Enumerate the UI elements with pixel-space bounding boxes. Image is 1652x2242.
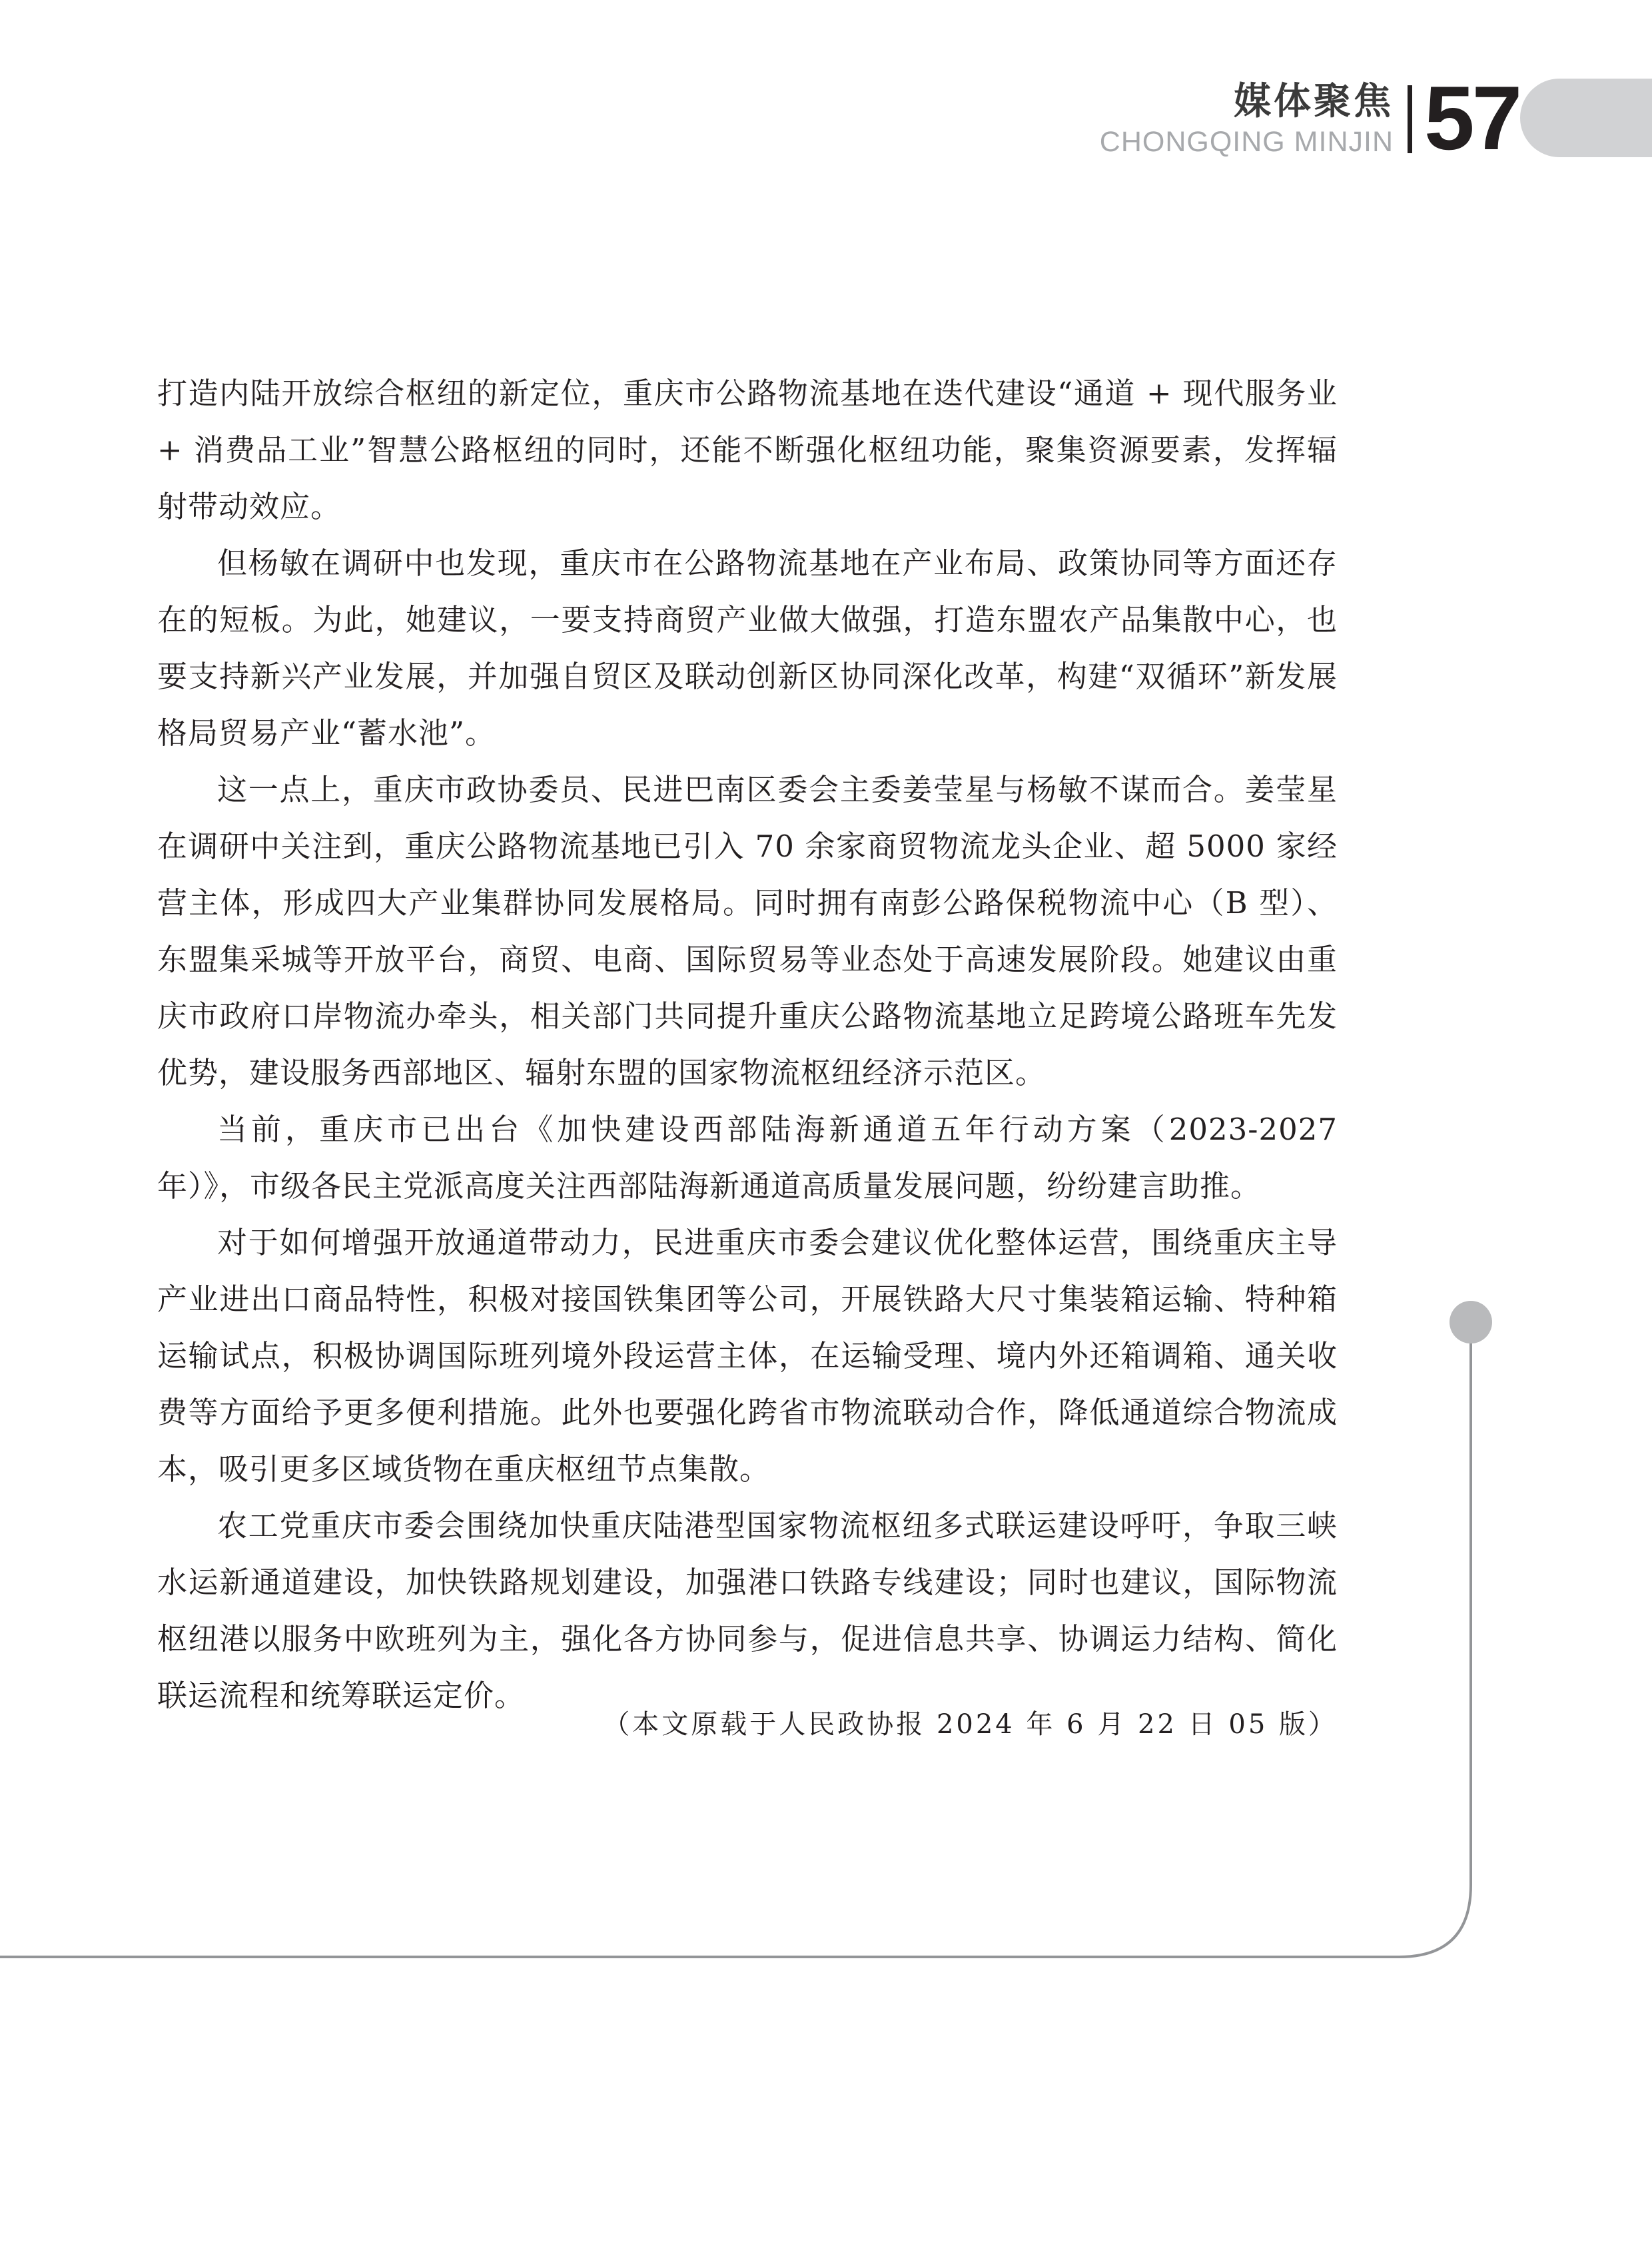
paragraph-3: 这一点上，重庆市政协委员、民进巴南区委会主委姜莹星与杨敏不谋而合。姜莹星在调研中关注到，重庆公路物流基地已引入 70 余家商贸物流龙头企业、超 5000 家经营主体，形成四大产业集群协同发展格局。同时拥有南彭公路保税物流中心（B 型）、东盟集采城等开放平台，商贸、电商、国际贸易等业态处于高速发展阶段。她建议由重庆市政府口岸物流办牵头，相关部门共同提升重庆公路物流基地立足跨境公路班车先发优势，建设服务西部地区、辐射东盟的国家物流枢纽经济示范区。 <box>157 772 1338 1090</box>
frame-dot <box>1449 1301 1492 1343</box>
header-divider <box>1408 85 1412 153</box>
section-header <box>1100 79 1394 159</box>
page-number: 57 <box>1424 67 1520 169</box>
source-note: （本文原载于人民政协报 2024 年 6 月 22 日 05 版） <box>603 1709 1338 1740</box>
article-body <box>157 365 1338 1724</box>
section-subtitle: CHONGQING MINJIN <box>1099 126 1394 158</box>
paragraph-1: 打造内陆开放综合枢纽的新定位，重庆市公路物流基地在迭代建设“通道 + 现代服务业 + 消费品工业”智慧公路枢纽的同时，还能不断强化枢纽功能，聚集资源要素，发挥辐射带动效应。 <box>157 376 1338 524</box>
paragraph-5: 对于如何增强开放通道带动力，民进重庆市委会建议优化整体运营，围绕重庆主导产业进出口商品特性，积极对接国铁集团等公司，开展铁路大尺寸集装箱运输、特种箱运输试点，积极协调国际班列境外段运营主体，在运输受理、境内外还箱调箱、通关收费等方面给予更多便利措施。此外也要强化跨省市物流联动合作，降低通道综合物流成本，吸引更多区域货物在重庆枢纽节点集散。 <box>157 1225 1338 1487</box>
paragraph-2: 但杨敏在调研中也发现，重庆市在公路物流基地在产业布局、政策协同等方面还存在的短板。为此，她建议，一要支持商贸产业做大做强，打造东盟农产品集散中心，也要支持新兴产业发展，并加强自贸区及联动创新区协同深化改革，构建“双循环”新发展格局贸易产业“蓄水池”。 <box>157 546 1338 751</box>
page-tab <box>1520 79 1652 157</box>
section-title: 媒体聚焦 <box>1234 80 1394 123</box>
paragraph-4: 当前，重庆市已出台《加快建设西部陆海新通道五年行动方案（2023-2027 年）》，市级各民主党派高度关注西部陆海新通道高质量发展问题，纷纷建言助推。 <box>157 1112 1338 1204</box>
paragraph-6: 农工党重庆市委会围绕加快重庆陆港型国家物流枢纽多式联运建设呼吁，争取三峡水运新通道建设，加快铁路规划建设，加强港口铁路专线建设；同时也建议，国际物流枢纽港以服务中欧班列为主，强化各方协同参与，促进信息共享、协调运力结构、简化联运流程和统筹联运定价。 <box>157 1508 1338 1713</box>
